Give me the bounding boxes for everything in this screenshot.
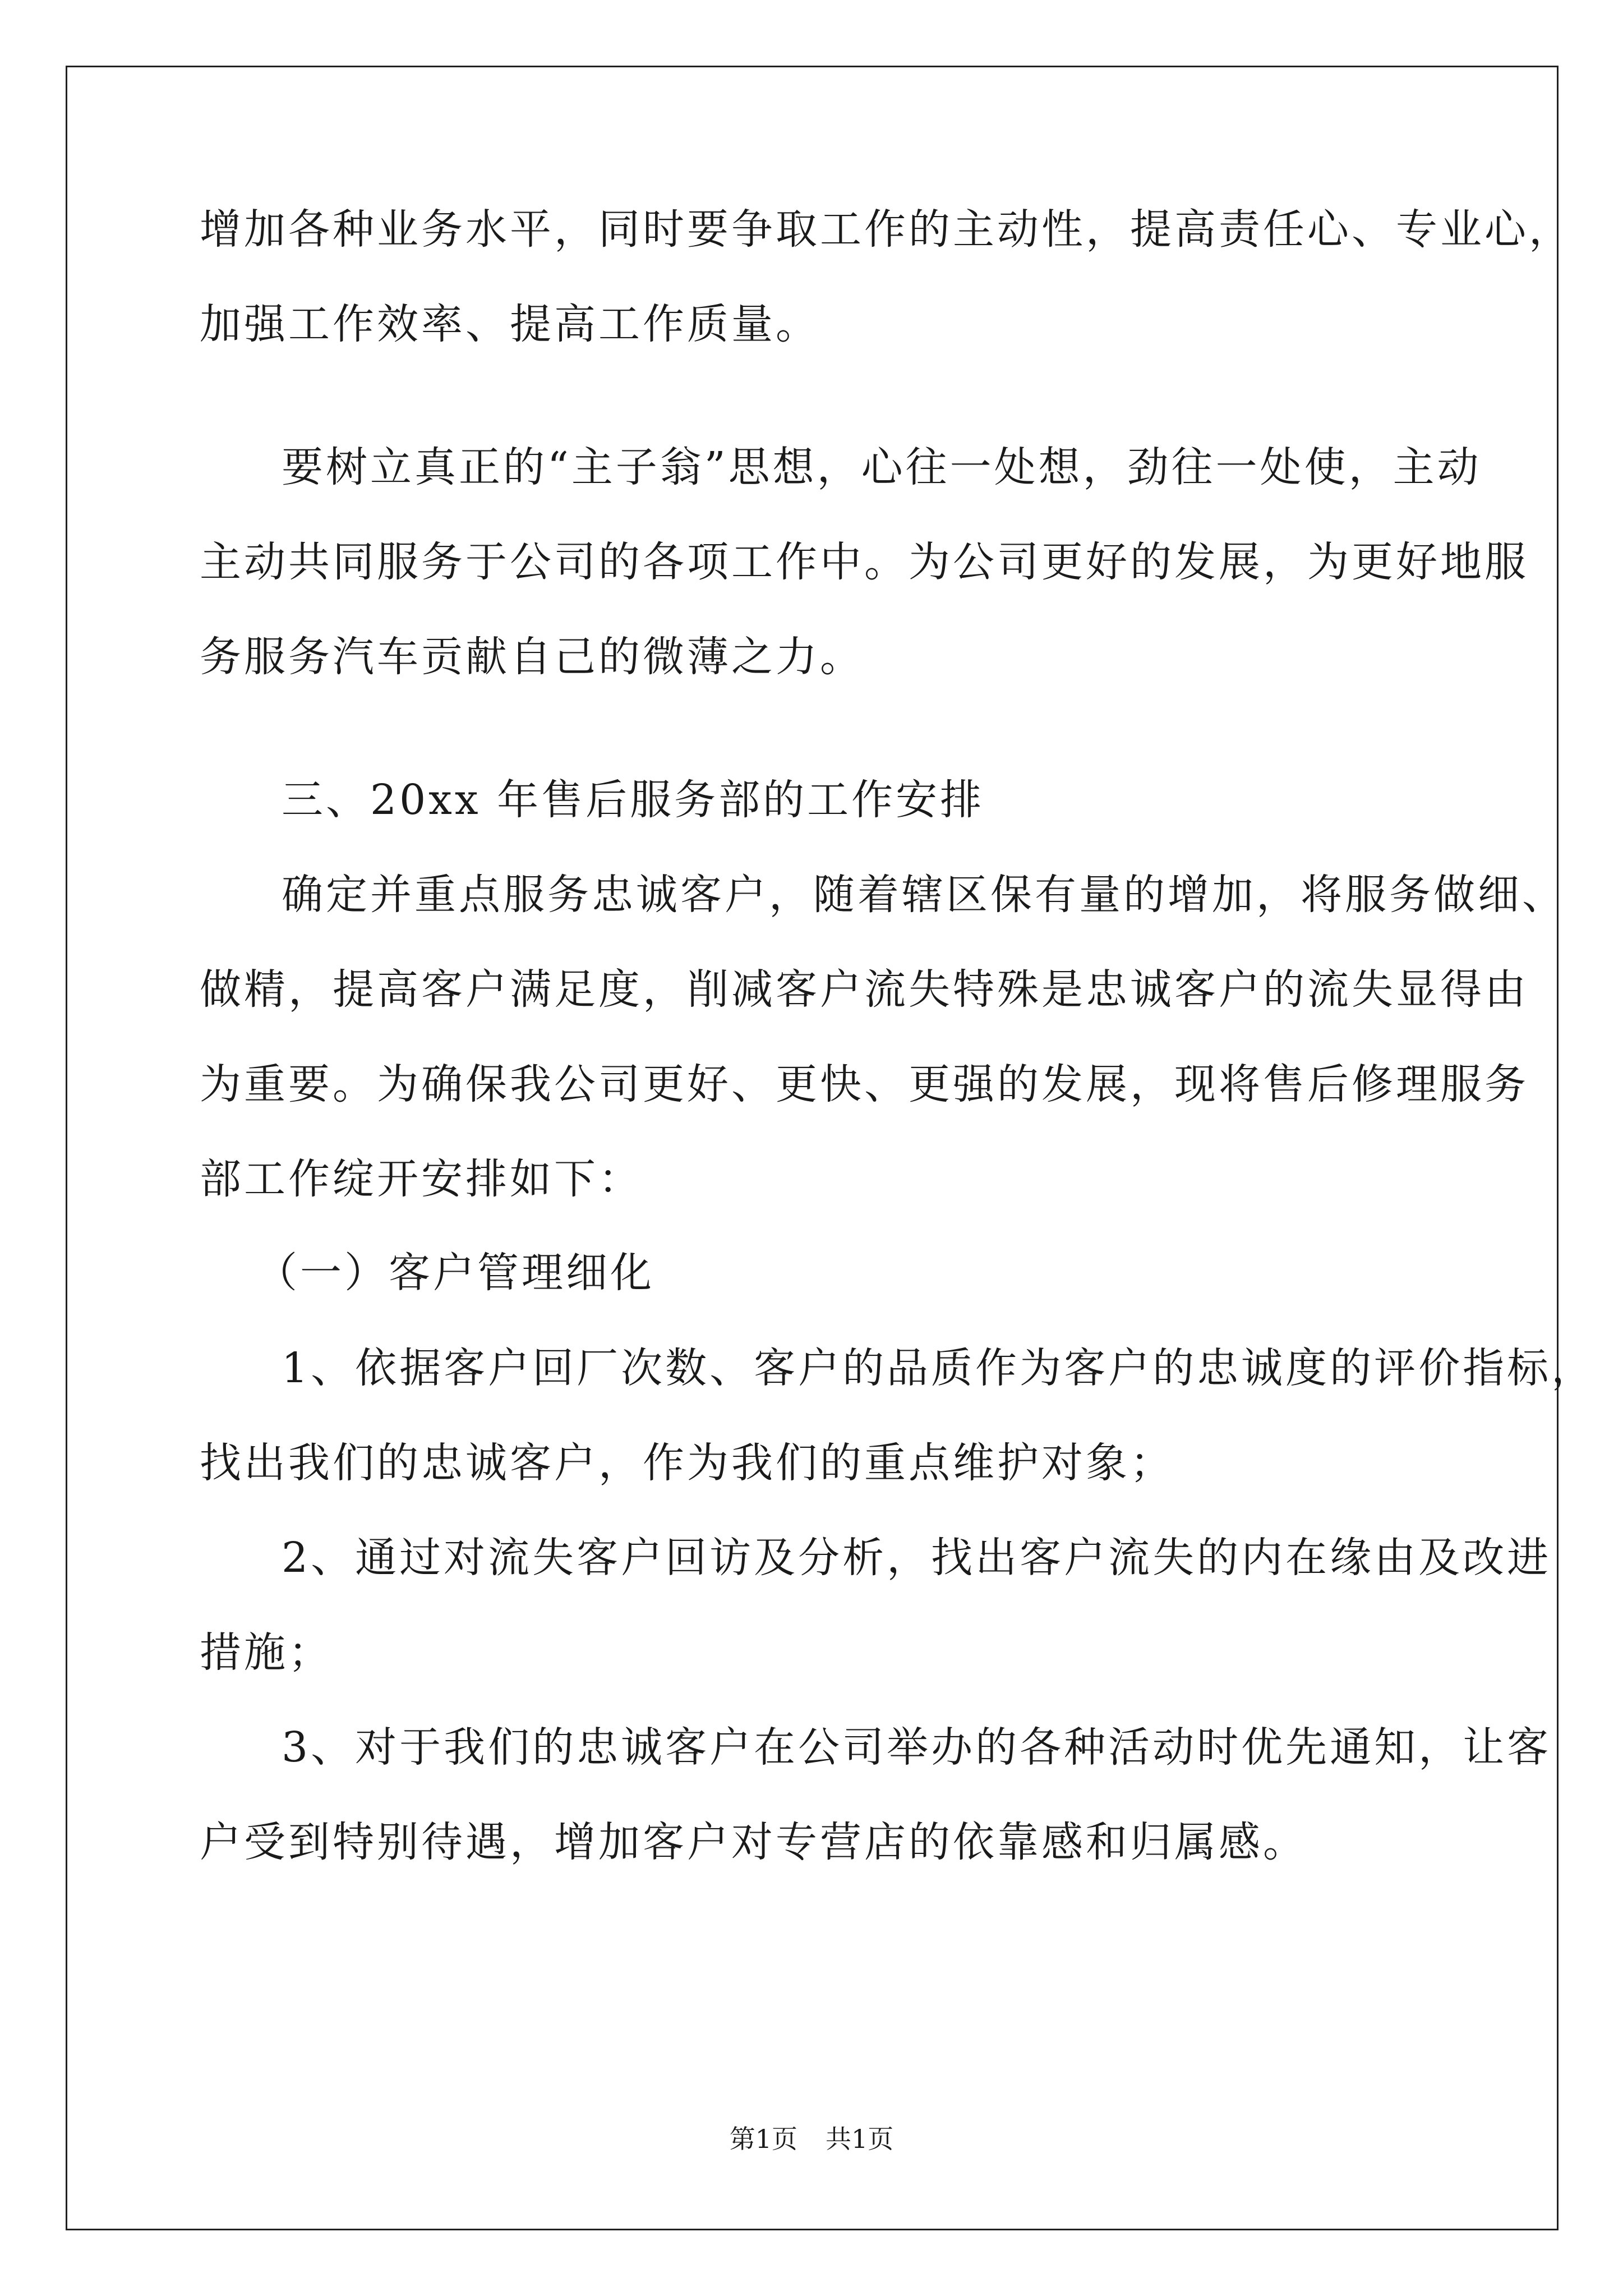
paragraph-line: 确定并重点服务忠诚客户，随着辖区保有量的增加，将服务做细、: [282, 871, 1566, 919]
text-line: 找出我们的忠诚客户，作为我们的重点维护对象；: [200, 1439, 1174, 1487]
list-item: 2、通过对流失客户回访及分析，找出客户流失的内在缘由及改进: [282, 1534, 1552, 1582]
section-heading: 三、20xx 年售后服务部的工作安排: [282, 776, 985, 824]
page-total: 共1页: [826, 2124, 894, 2154]
page-number: 第1页: [729, 2124, 797, 2154]
page-footer: [0, 2126, 1623, 2152]
text-line: 务服务汽车贡献自己的微薄之力。: [200, 633, 864, 681]
text-line: 主动共同服务于公司的各项工作中。为公司更好的发展，为更好地服: [200, 538, 1529, 586]
text-line: 做精，提高客户满足度，削减客户流失特殊是忠诚客户的流失显得由: [200, 965, 1529, 1014]
text-line: 加强工作效率、提高工作质量。: [200, 300, 820, 348]
list-item: 1、依据客户回厂次数、客户的品质作为客户的忠诚度的评价指标，: [282, 1344, 1596, 1392]
text-line: 增加各种业务水平，同时要争取工作的主动性，提高责任心、专业心，: [200, 205, 1573, 254]
text-line: 户受到特别待遇，增加客户对专营店的依靠感和归属感。: [200, 1818, 1307, 1866]
page-border: [66, 66, 1559, 2230]
list-item: 3、对于我们的忠诚客户在公司举办的各种活动时优先通知，让客: [282, 1723, 1552, 1772]
text-line: 部工作绽开安排如下：: [200, 1155, 643, 1203]
paragraph-line: 要树立真正的“主子翁”思想，心往一处想，劲往一处使，主动: [282, 443, 1482, 491]
text-line: 措施；: [200, 1628, 333, 1677]
subsection-heading: （一）客户管理细化: [256, 1249, 654, 1297]
text-line: 为重要。为确保我公司更好、更快、更强的发展，现将售后修理服务: [200, 1060, 1529, 1108]
